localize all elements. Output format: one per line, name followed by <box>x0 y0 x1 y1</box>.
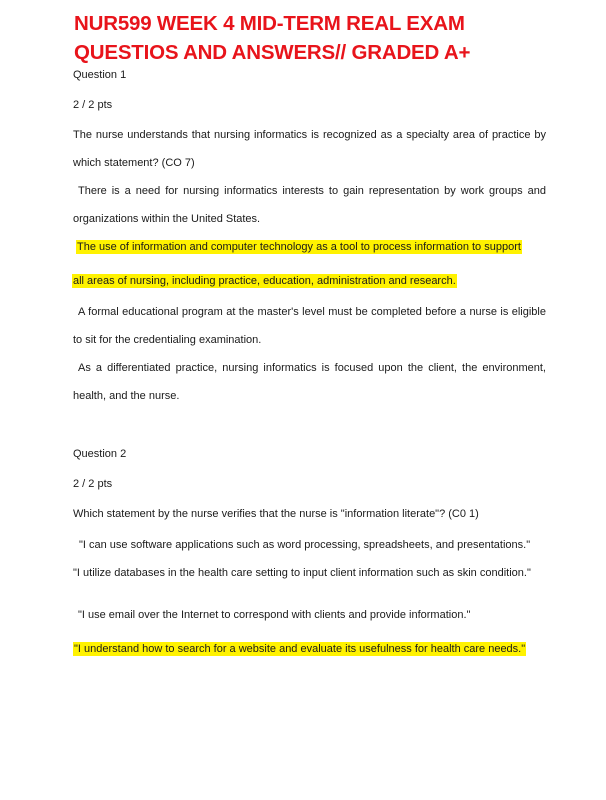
q2-option-a: "I can use software applications such as word processing, spreadsheets, and presentations." <box>79 539 531 551</box>
q1-option-d-line1: As a differentiated practice, nursing informatics is focused upon the client, the environment, <box>78 362 546 374</box>
q1-option-a-line2: organizations within the United States. <box>73 213 261 225</box>
q1-option-b-line1 <box>76 240 522 254</box>
q1-option-c-line1: A formal educational program at the master's level must be completed before a nurse is eligible <box>78 306 546 318</box>
q1-correct-answer-line1: The use of information and computer technology as a tool to process information to support <box>77 241 521 253</box>
q1-correct-answer-line2: all areas of nursing, including practice, education, administration and research. <box>73 275 456 287</box>
question-2-points: 2 / 2 pts <box>73 478 113 490</box>
q2-option-b: "I utilize databases in the health care setting to input client information such as skin condition." <box>73 567 531 579</box>
question-2-prompt: Which statement by the nurse verifies that the nurse is "information literate"? (C0 1) <box>73 508 479 520</box>
q2-option-c: "I use email over the Internet to correspond with clients and provide information." <box>78 609 471 621</box>
q1-option-c-line2: to sit for the credentialing examination. <box>73 334 262 346</box>
q1-option-d-line2: health, and the nurse. <box>73 390 180 402</box>
question-1-label: Question 1 <box>73 69 127 81</box>
q1-option-b-line2 <box>72 274 457 288</box>
question-1-prompt-line2: which statement? (CO 7) <box>73 157 195 169</box>
q2-option-d <box>73 642 526 656</box>
question-2-label: Question 2 <box>73 448 127 460</box>
q2-correct-answer: "I understand how to search for a website and evaluate its usefulness for health care needs." <box>74 643 526 655</box>
question-1-points: 2 / 2 pts <box>73 99 113 111</box>
document-title: NUR599 WEEK 4 MID-TERM REAL EXAM QUESTIOS AND ANSWERS// GRADED A+ <box>74 12 471 64</box>
q1-option-a-line1: There is a need for nursing informatics interests to gain representation by work groups and <box>78 185 546 197</box>
question-1-prompt-line1: The nurse understands that nursing informatics is recognized as a specialty area of practice by <box>73 129 546 141</box>
